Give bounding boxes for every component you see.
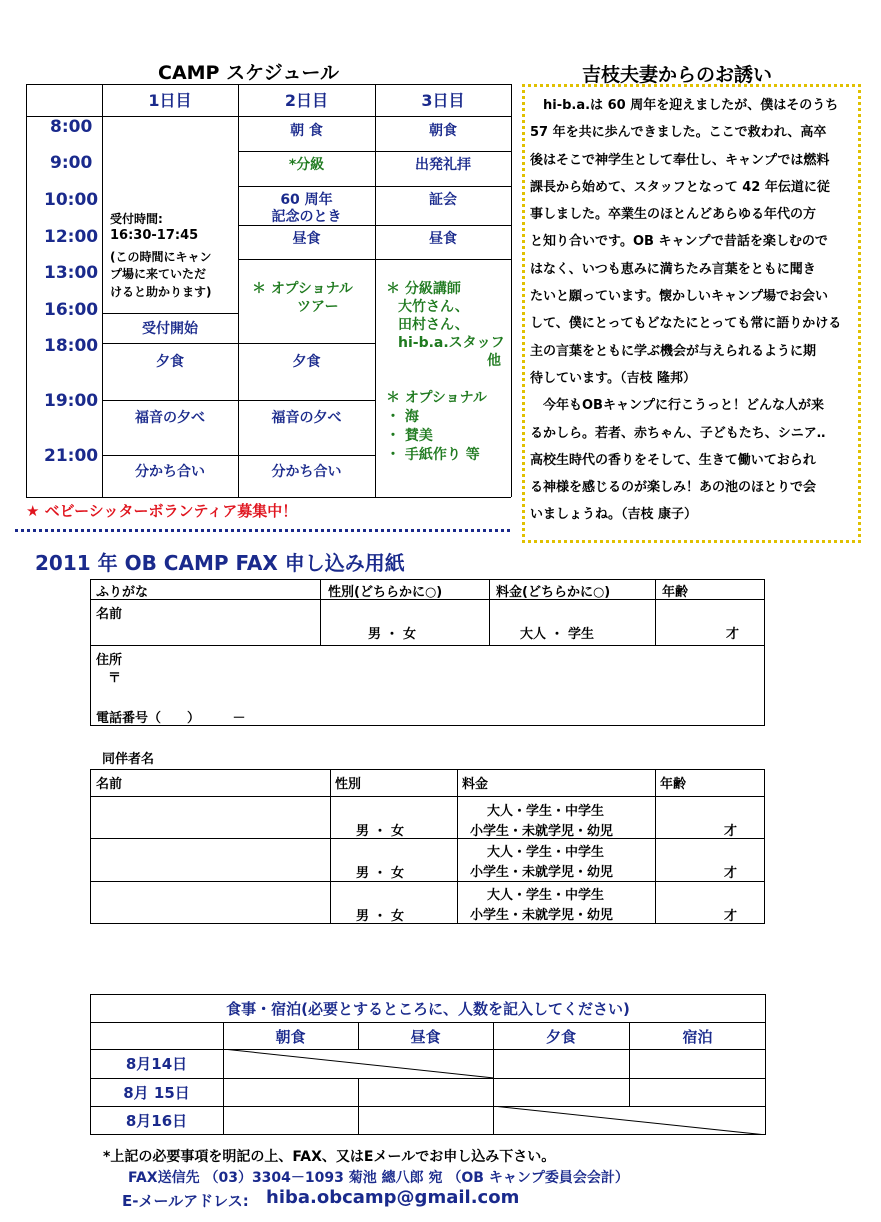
time-label: 12:00 [44, 227, 99, 247]
companion-fee[interactable]: 小学生・未就学児・幼児 [470, 824, 614, 839]
col-name: 名前 [96, 777, 123, 792]
invitation-line: るかしら。若者、赤ちゃん、子どもたち、シニア‥ [530, 425, 826, 441]
age-unit: 才 [726, 627, 740, 642]
address-label: 住所 [96, 653, 123, 668]
time-label: 18:00 [44, 336, 99, 356]
day2-optional-tour: ＊ オプショナル [252, 281, 353, 297]
meal-date: 8月14日 [125, 1055, 188, 1073]
name-label: 名前 [96, 607, 123, 622]
day3-lunch: 昼食 [429, 231, 457, 247]
day3-optional: ・ 手紙作り 等 [386, 447, 480, 463]
meals-title: 食事・宿泊(必要とするところに、人数を記入してください) [226, 1000, 630, 1018]
invitation-line: いましょうね。（吉枝 康子） [530, 507, 698, 523]
meal-na-diagonal [223, 1049, 494, 1079]
day2-lunch: 昼食 [292, 231, 321, 247]
day3-optional: ・ 賛美 [386, 428, 433, 444]
invitation-line: はなく、いつも恵みに満ちたみ言葉をともに聞き [530, 261, 816, 277]
companion-fee[interactable]: 小学生・未就学児・幼児 [470, 865, 614, 880]
meal-cell-15-breakfast[interactable] [224, 1079, 357, 1105]
day3-lecturers: 他 [487, 353, 501, 369]
time-label: 21:00 [44, 446, 99, 466]
time-label: 19:00 [44, 391, 99, 411]
gender-options[interactable]: 男 ・ 女 [368, 627, 417, 642]
name-field[interactable] [90, 618, 320, 644]
time-label: 9:00 [50, 153, 93, 173]
reception-start: 受付開始 [142, 321, 198, 337]
meal-col-dinner: 夕食 [545, 1028, 576, 1046]
age-field[interactable] [656, 600, 726, 644]
day1-sharing: 分かち合い [135, 464, 205, 480]
day2-optional-tour: ツアー [297, 299, 339, 315]
day3-lecturers: ＊ 分級講師 [386, 281, 461, 297]
meal-cell-14-lodging[interactable] [630, 1050, 765, 1077]
col-age: 年齢 [660, 777, 687, 792]
meal-col-lunch: 昼食 [410, 1028, 441, 1046]
invitation-title: 吉枝夫妻からのお誘い [582, 64, 773, 86]
day2-dinner: 夕食 [292, 354, 321, 370]
age-label: 年齢 [662, 585, 689, 600]
meal-cell-15-lodging[interactable] [630, 1079, 765, 1105]
time-label: 8:00 [50, 117, 93, 137]
time-label: 16:00 [44, 300, 99, 320]
invitation-line: 後はそこで神学生として奉仕し、キャンプでは燃料 [530, 152, 830, 168]
reception-note: プ場に来ていただ [110, 267, 207, 281]
invitation-line: 課長から始めて、スタッフとなって 42 年伝道に従 [530, 179, 830, 195]
companion-age-unit: 才 [724, 909, 738, 924]
companion-age-unit: 才 [724, 866, 738, 881]
address-field[interactable] [130, 664, 760, 704]
day2-gospel-evening: 福音の夕べ [271, 410, 342, 426]
day3-breakfast: 朝食 [429, 123, 457, 139]
day3-optional: ・ 海 [386, 409, 419, 425]
phone-field[interactable]: 電話番号（ ） － [96, 711, 246, 726]
invitation-line: 主の言葉をともに学ぶ機会が与えられるように期 [530, 343, 817, 359]
meal-cell-15-lunch[interactable] [359, 1079, 492, 1105]
reception-note: けると助かります) [110, 285, 212, 299]
companion-age-unit: 才 [724, 824, 738, 839]
companion-gender[interactable]: 男 ・ 女 [356, 909, 405, 924]
invitation-line: 事しました。卒業生のほとんどあらゆる年代の方 [530, 207, 817, 223]
reception-note: (この時間にキャン [110, 250, 212, 264]
day3-lecturers: 大竹さん、 [398, 299, 469, 315]
companion-fee[interactable]: 小学生・未就学児・幼児 [470, 908, 614, 923]
day1-dinner: 夕食 [156, 354, 184, 370]
companion-gender[interactable]: 男 ・ 女 [356, 824, 405, 839]
babysitter-notice: ★ ベビーシッターボランティア募集中！ [26, 502, 298, 520]
gender-label: 性別(どちらかに○) [328, 585, 443, 600]
day2-group: *分級 [288, 157, 325, 173]
companion-fee[interactable]: 大人・学生・中学生 [487, 804, 605, 819]
form-title: 2011 年 OB CAMP FAX 申し込み用紙 [35, 551, 405, 575]
reception-time: 16:30-17:45 [110, 228, 199, 243]
meal-date: 8月16日 [125, 1112, 188, 1130]
invitation-line: 今年もOBキャンプに行こうっと！どんな人が来 [543, 398, 824, 414]
day2-anniversary: 60 周年 [280, 192, 333, 208]
reception-time-label: 受付時間: [110, 212, 163, 226]
meal-col-breakfast: 朝食 [275, 1028, 306, 1046]
day-header: 1日目 [148, 91, 192, 110]
day3-lecturers: 田村さん、 [398, 317, 469, 333]
day3-departure-worship: 出発礼拝 [415, 157, 471, 173]
day3-optional: ＊ オプショナル [386, 390, 487, 406]
invitation-line: して、僕にとってもどなたにとっても常に語りかける [530, 316, 842, 332]
email-label: E-メールアドレス: [122, 1192, 249, 1210]
meal-cell-15-dinner[interactable] [494, 1079, 628, 1105]
furigana-label: ふりがな [96, 585, 149, 600]
invitation-line: 待しています。（吉枝 隆邦） [530, 370, 696, 386]
meal-cell-16-lunch[interactable] [359, 1107, 492, 1134]
companions-title: 同伴者名 [102, 752, 155, 767]
meal-col-lodging: 宿泊 [682, 1028, 713, 1046]
fee-options[interactable]: 大人 ・ 学生 [520, 627, 595, 642]
day2-anniversary: 記念のとき [271, 209, 342, 225]
day1-gospel-evening: 福音の夕べ [135, 410, 205, 426]
meal-cell-14-dinner[interactable] [494, 1050, 628, 1077]
day2-sharing: 分かち合い [271, 464, 342, 480]
meal-na-diagonal [493, 1106, 766, 1135]
day3-lecturers: hi-b.a.スタッフ [398, 335, 505, 351]
day-header: 3日目 [421, 91, 465, 110]
fee-label: 料金(どちらかに○) [496, 585, 611, 600]
invitation-line: たいと願っています。懐かしいキャンプ場でお会い [530, 289, 828, 305]
invitation-text [530, 92, 855, 529]
day2-breakfast: 朝 食 [290, 123, 323, 139]
invitation-line: と知り合いです。OB キャンプで昔話を楽しむので [530, 234, 828, 250]
companion-name-field[interactable] [91, 882, 329, 923]
footer-fax: FAX送信先 （03）3304－1093 菊池 總八郎 宛 （OB キャンプ委員会会計） [128, 1170, 629, 1186]
day-header: 2日目 [284, 91, 329, 110]
companion-fee[interactable]: 大人・学生・中学生 [487, 845, 605, 860]
meal-cell-16-breakfast[interactable] [224, 1107, 357, 1134]
day3-testimony: 証会 [429, 192, 457, 208]
companion-name-field[interactable] [91, 797, 329, 837]
separator [15, 529, 510, 532]
invitation-line: る神様を感じるのが楽しみ！あの池のほとりで会 [530, 480, 817, 496]
invitation-line: 高校生時代の香りをそして、生きて働いておられ [530, 452, 816, 468]
companion-fee[interactable]: 大人・学生・中学生 [487, 888, 605, 903]
companion-gender[interactable]: 男 ・ 女 [356, 866, 405, 881]
invitation-line: hi-b.a.は 60 周年を迎えましたが、僕はそのうち [543, 98, 839, 113]
invitation-line: 57 年を共に歩んできました。ここで救われ、高卒 [530, 125, 827, 141]
email-link[interactable]: hiba.obcamp@gmail.com [266, 1187, 520, 1208]
time-label: 10:00 [44, 190, 99, 210]
col-gender: 性別 [335, 777, 362, 792]
col-fee: 料金 [462, 777, 489, 792]
meal-date: 8月 15日 [123, 1084, 190, 1102]
time-label: 13:00 [44, 263, 99, 283]
postal-mark: 〒 [108, 671, 122, 686]
footer-note: *上記の必要事項を明記の上、FAX、又はEメールでお申し込み下さい。 [103, 1149, 556, 1165]
schedule-title: CAMP スケジュール [158, 62, 339, 84]
companion-name-field[interactable] [91, 839, 329, 880]
